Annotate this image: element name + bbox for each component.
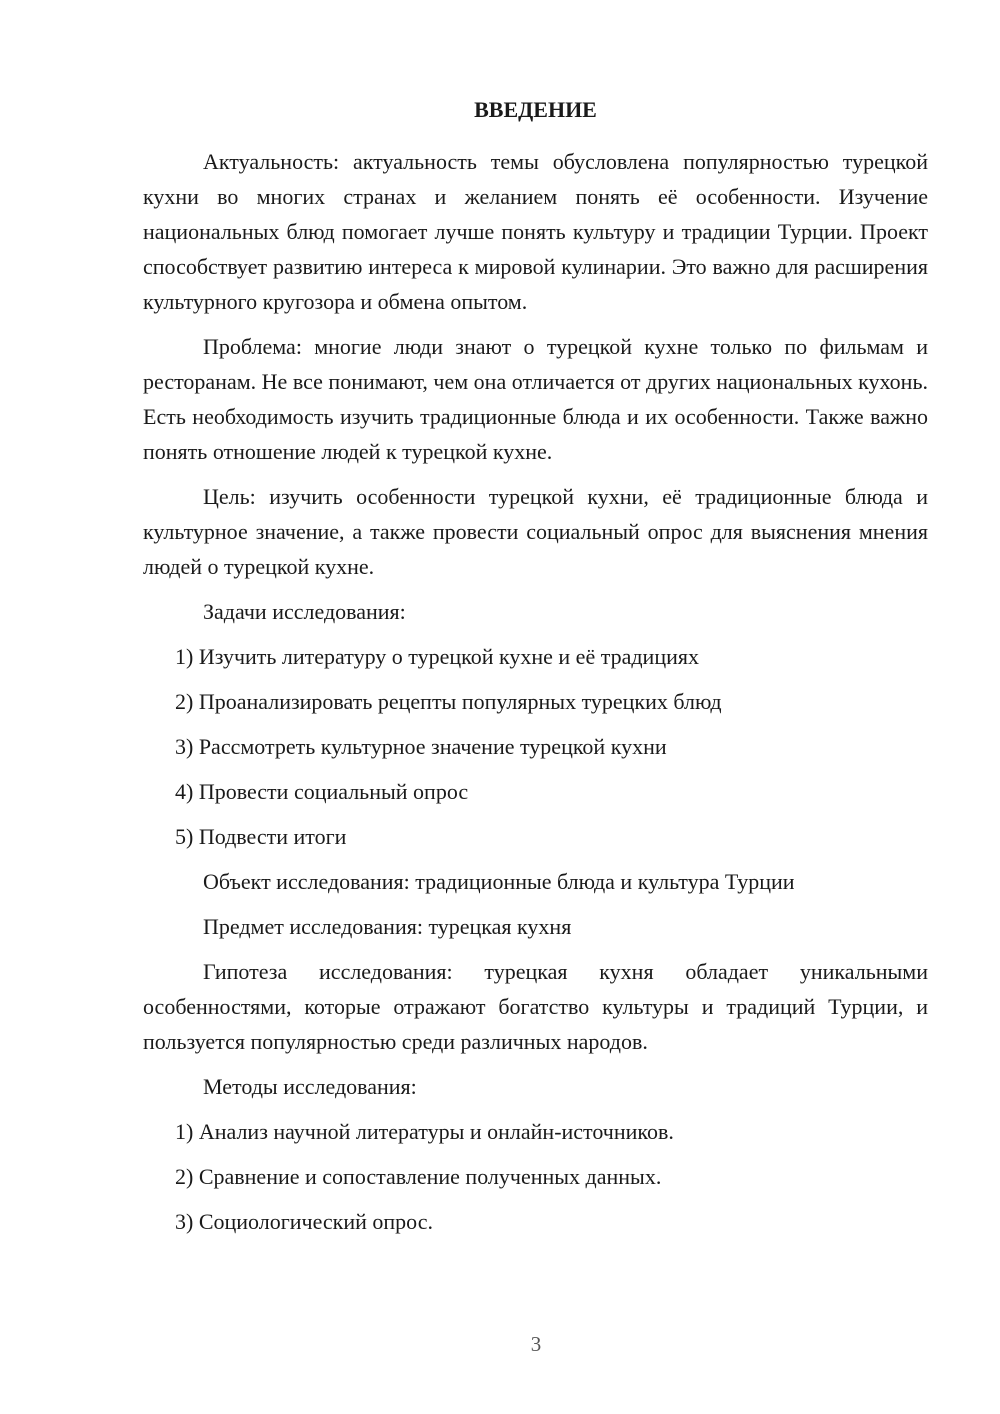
list-item: 3) Социологический опрос. bbox=[175, 1209, 433, 1234]
list-item: 3) Рассмотреть культурное значение турецкой кухни bbox=[175, 734, 667, 759]
methods-heading: Методы исследования: bbox=[203, 1074, 417, 1099]
methods-list bbox=[143, 1114, 928, 1239]
page-number: 3 bbox=[530, 1332, 542, 1356]
list-item: 4) Провести социальный опрос bbox=[175, 779, 469, 804]
list-item: 2) Сравнение и сопоставление полученных данных. bbox=[175, 1164, 662, 1189]
list-item: 5) Подвести итоги bbox=[175, 824, 347, 849]
research-object: Объект исследования: традиционные блюда и культура Турции bbox=[203, 869, 795, 894]
list-item: 1) Изучить литературу о турецкой кухне и её традициях bbox=[175, 644, 699, 669]
problem-paragraph: Проблема: многие люди знают о турецкой кухне только по фильмам и ресторанам. Не все понимают, чем она отличается от других национальных кухонь. Есть необходимость изучить традиционные блюда и их особенности. Также важно понять отношение людей к турецкой кухне. bbox=[143, 334, 928, 464]
tasks-list bbox=[143, 639, 928, 854]
tasks-heading: Задачи исследования: bbox=[203, 599, 406, 624]
list-item: 1) Анализ научной литературы и онлайн-источников. bbox=[175, 1119, 674, 1144]
document-page bbox=[143, 92, 928, 1249]
page-title: ВВЕДЕНИЕ bbox=[474, 97, 597, 122]
goal-paragraph: Цель: изучить особенности турецкой кухни, её традиционные блюда и культурное значение, а также провести социальный опрос для выяснения мнения людей о турецкой кухне. bbox=[143, 484, 928, 579]
research-subject: Предмет исследования: турецкая кухня bbox=[203, 914, 572, 939]
relevance-paragraph: Актуальность: актуальность темы обусловлена популярностью турецкой кухни во многих странах и желанием понять её особенности. Изучение национальных блюд помогает лучше понять культуру и традиции Турции. Проект способствует развитию интереса к мировой кулинарии. Это важно для расширения культурного кругозора и обмена опытом. bbox=[143, 149, 928, 314]
list-item: 2) Проанализировать рецепты популярных турецких блюд bbox=[175, 689, 722, 714]
hypothesis-paragraph: Гипотеза исследования: турецкая кухня обладает уникальными особенностями, которые отражают богатство культуры и традиций Турции, и пользуется популярностью среди различных народов. bbox=[143, 959, 928, 1054]
